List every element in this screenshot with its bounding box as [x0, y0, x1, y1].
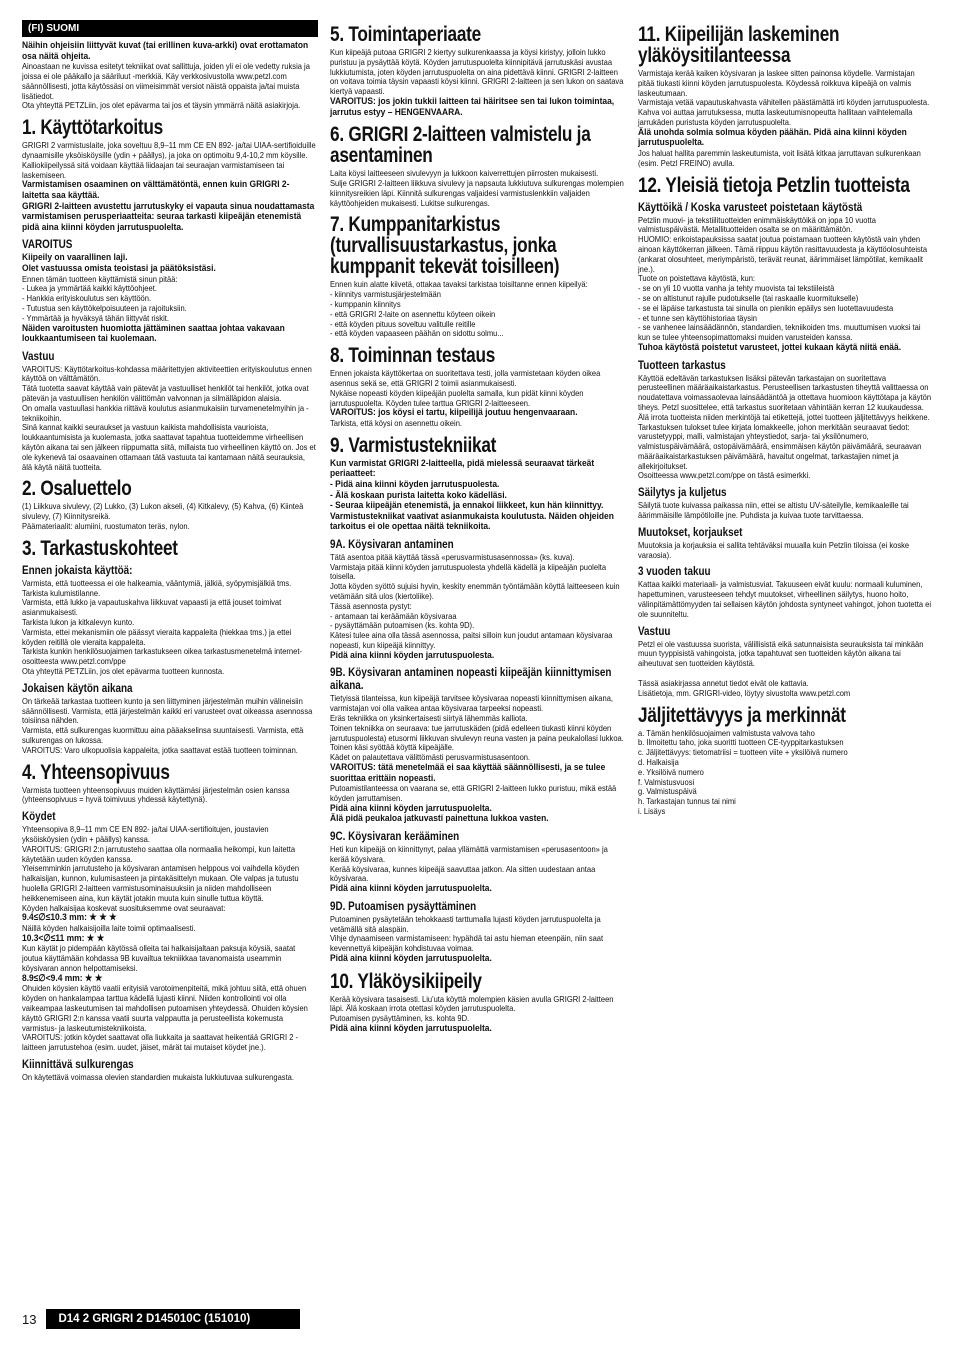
- subsection-heading: Tuotteen tarkastus: [638, 359, 726, 372]
- body-text: Eräs tekniikka on yksinkertaisesti siirtyä lähemmäs kalliota.: [330, 713, 528, 724]
- body-text: Ennen jokaista käyttökertaa on suoritettava testi, jolla varmistetaan köyden oikea asennus sekä se, että GRIGRI 2 toimii asianmukaisesti.: [330, 368, 601, 388]
- body-text: On käytettävä voimassa olevien standardien mukaista lukkiutuvaa sulkurengasta.: [22, 1071, 294, 1082]
- body-text: Köyden halkaisijaa koskevat suosituksemme ovat seuraavat:: [22, 902, 226, 913]
- body-text: Kun kiipeäjä putoaa GRIGRI 2 kiertyy sulkurenkaassa ja köysi kiristyy, jolloin lukko puristuu ja pysäyttää köytä. Köyden jarrutuspuolelta kiinnipitävä jarrutuskäsi avustaa lukkiutumista, joten köyden jarrutuspuolelta on aina pidettävä kiinni. GRIGRI 2-laitteen on voitava toimia täysin vapaasti köysi kiinni. GRIGRI 2-laitteen ja sen lukon on saatava kiertyä vapaasti.: [330, 47, 624, 97]
- body-text: Käyttöä edeltävän tarkastuksen lisäksi pätevän tarkastajan on suoritettava perusteellinen määräaikaistarkastus. Perusteellisen tarkastusten tiheyttä valittaessa on noudatettava voimassaolevaa lainsäädäntöä ja ottettava huomioon käyttötapa ja käytön tiheys. Petzl suosittelee, että tarkastus suoritetaan vähintään kerran 12 kuukaudessa.: [638, 372, 932, 412]
- bold-text: Pidä aina kiinni köyden jarrutuspuolelta.: [330, 883, 492, 895]
- section-heading: 6. GRIGRI 2-laitteen valmistelu ja asentaminen: [330, 123, 591, 168]
- body-text: VAROITUS: jotkin köydet saattavat olla liukkaita ja saattavat heikentää GRIGRI 2 -laitteen jarrutustehoa (esim. uudet, jäiset, märät tai mutaiset köydet jne.).: [22, 1032, 299, 1053]
- subsection-heading: 9A. Köysivaran antaminen: [330, 538, 454, 551]
- section-heading: 5. Toimintaperiaate: [330, 23, 481, 46]
- body-text: Petzl ei ole vastuussa suorista, välillisistä eikä satunnaisista seurauksista tai minkään muun tyyppisistä vahingoista, jotka tapahtuvat sen tuotteiden käytön aikana tai aiheutuvat sen tuotteiden käytöstä.: [638, 638, 924, 669]
- subsection-heading: Köydet: [22, 811, 56, 824]
- subsection-heading: 9C. Köysivaran kerääminen: [330, 830, 460, 843]
- body-text: Lisätietoja, mm. GRIGRI-video, löytyy sivustolta www.petzl.com: [638, 687, 851, 698]
- body-text: Varmista tuotteen yhteensopivuus muiden käyttämäsi järjestelmän osien kanssa (yhteensopivuus = hyvä toimivuus yhdessä käytettynä).: [22, 784, 290, 805]
- subsection-heading: 9B. Köysivaran antaminen nopeasti kiipeäjän kiinnittymisen aikana.: [330, 667, 612, 693]
- bold-text: VAROITUS: jos köysi ei tartu, kiipeilijä joutuu hengenvaaraan.: [330, 407, 578, 419]
- body-text: Sulje GRIGRI 2-laitteen liikkuva sivulevy ja napsauta lukkiutuva sulkurengas molempien kiinnitysreikien läpi. Kiinnitä sulkurengas valjaidesi varmistuslenkkiin valjaiden käyttöohjeiden mukaisesti. Lukitse sulkurengas.: [330, 177, 624, 208]
- body-text: On omalla vastuullasi hankkia riittävä koulutus asianmukaisiin turvamenetelmyihin ja -tekniikoihin.: [22, 402, 309, 423]
- document-reference: D14 2 GRIGRI 2 D145010C (151010): [46, 1309, 300, 1329]
- subsection-heading: Ennen jokaista käyttöä:: [22, 564, 133, 577]
- body-text: Kun käytät jo pidempään käytössä olleita tai halkaisijaltaan paksuja köysiä, saatat joutua käyttämään kohdassa 9B kuvailtua tekniikkaa tavanomaista useammin köysivaran annon helpottamiseksi.: [22, 943, 296, 973]
- subsection-heading: Vastuu: [22, 350, 55, 363]
- body-text: Varmista, että sulkurengas kuormittuu aina pääakselinsa suuntaisesti. Varmista, että sulkurengas on lukossa.: [22, 725, 304, 745]
- body-text: Ohuiden köysien käyttö vaatii erityisiä varotoimenpiteitä, mikä johtuu siitä, että ohuen köyden on hankalampaa tarttua kädellä lujasti kiinni. Niiden kontrollointi voi olla vaikeampaa laskeutumisen tai mahdollisen putoamisen yhteydessä. Ohuiden köysien käyttö GRIGRI 2:n kanssa vaatii suurta valppautta ja perusteellista kokemusta varmistus- ja laskeutumistekniikoista.: [22, 983, 308, 1033]
- body-text: Varmistaja vetää vapautuskahvasta vähitellen päästämättä irti köyden jarrutuspuolesta. Kahva voi auttaa jarrutuksessa, mutta laskeutumisnopeutta hallitaan vaihtelemalla jarrukäden puristusta köyden jarrutuspuolelta.: [638, 97, 930, 127]
- bold-text: Pidä aina kiinni köyden jarrutuspuolelta.: [330, 952, 492, 964]
- section-heading: 2. Osaluettelo: [22, 477, 132, 501]
- section-heading: 8. Toiminnan testaus: [330, 344, 496, 368]
- bold-text: Olet vastuussa omista teoistasi ja päätöksistäsi.: [22, 262, 216, 274]
- section-heading: 1. Käyttötarkoitus: [22, 116, 164, 140]
- body-text: Varmista, ettei mekanismiin ole päässyt vieraita kappaleita (hiekkaa tms.) ja ettei köyden reitillä ole vieraita kappaleita.: [22, 626, 292, 647]
- column-3: [638, 18, 934, 817]
- bold-text: Älä unohda solmia solmua köyden päähän. Pidä aina kiinni köyden jarrutuspuolelta.: [638, 126, 907, 149]
- body-text: Ota yhteyttä PETZLiin, jos olet epävarma tai jos et täysin ymmärrä näitä asiakirjoja.: [22, 100, 301, 111]
- body-text: Yhteensopiva 8,9–11 mm CE EN 892- ja/tai UIAA-sertifioitujen, joustavien yksöisköysien (ydin + päällys) kanssa.: [22, 824, 269, 844]
- bold-text: Näiden varoitusten huomiotta jättäminen saattaa johtaa vakavaan loukkaantumiseen tai kuolemaan.: [22, 322, 285, 345]
- page-footer: [22, 1308, 300, 1330]
- body-text: Tarkista kunkin henkilösuojaimen tarkastukseen oikea tarkastusmenetelmä internet-osoitteesta www.petzl.com/ppe: [22, 646, 302, 667]
- subsection-heading: 3 vuoden takuu: [638, 566, 711, 579]
- body-text: Muutoksia ja korjauksia ei sallita tehtäväksi muualla kuin Petzlin tiloissa (ei koske varaosia).: [638, 539, 910, 560]
- bold-text: Varmistustekniikat vaativat asianmukaista koulutusta. Näiden ohjeiden tarkoitus ei ole opettaa näitä tekniikoita.: [330, 510, 614, 533]
- body-text: Heti kun kiipeäjä on kiinnittynyt, palaa yllämättä varmistamisen «perusasentoon» ja kerää köysivara.: [330, 843, 608, 864]
- body-text: a. Tämän henkilösuojaimen valmistusta valvova taho b. Ilmoitettu taho, joka suoritti tuotteen CE-tyyppitarkastuksen c. Jäljitettävyys: tietomatriisi = tuotteen viite + yksilöivä numero d. Halkaisija e. Yksilöivä numero f. Valmistusvuosi g. Valmistuspäivä h. Tarkastajan tunnus tai nimi i. Lisäys: [638, 727, 848, 817]
- body-text: Petzlin muovi- ja tekstiilituotteiden enimmäiskäyttöikä on jopa 10 vuotta valmistuspäivästä. Metallituotteiden osalta se on määrittämätön.: [638, 214, 876, 235]
- body-text: Ainoastaan ne kuvissa esitetyt tekniikat ovat sallittuja, joiden yli ei ole vedetty ruksia ja joissa ei ole pääkallo ja sääriluut -merkkiä. Käy verkkosivustolla www.petzl.com säännöllisesti, jotta käytössäsi on viimeisimmät versiot näistä oppaista ja/tai muista lisätiedot.: [22, 61, 310, 101]
- body-text: Putoamisen pysäyttäminen, ks. kohta 9D.: [330, 1013, 470, 1024]
- body-text: Ennen tämän tuotteen käyttämistä sinun pitää: - Lukea ja ymmärtää kaikki käyttöohjeet. - Hankkia erityiskoulutus sen käyttöön. - Tutustua sen käyttökelpoisuuteen ja rajoituksiin. - Ymmärtää ja hyväksyä tähän liittyvät riskit.: [22, 273, 187, 323]
- subsection-heading: Vastuu: [638, 625, 671, 638]
- section-heading: 11. Kiipeilijän laskeminen yläköysitilanteessa: [638, 23, 840, 67]
- body-text: Vihje dynaamiseen varmistamiseen: hypähdä tai astu hieman eteenpäin, niin saat kevennettyä kiipeäjän kohdistuvaa voimaa.: [330, 933, 604, 954]
- section-heading: 12. Yleisiä tietoja Petzlin tuotteista: [638, 173, 910, 197]
- body-text: Tätä asentoa pitää käyttää tässä «perusvarmistusasennossa» (ks. kuva).: [330, 551, 575, 562]
- body-text: Älä irrota tuotteista niiden merkintöjä tai etikettejä, jottei tuotteen jäljitettävyys heikkene. Tarkastuksen tulokset tulee kirjata lomakkeelle, johon merkitään seuraavat tiedot: varustetyyppi, malli, valmistajan yhteystiedot, sarja- tai yksilönumero, valmistuspäivämäärä, ostopäivämäärä, ensimmäisen käytön päivämäärä, seuraavan määräaikaistarkastuksen päivämäärä, havaitut ongelmat, tarkastajien nimet ja allekirjoitukset.: [638, 411, 930, 471]
- bold-text: Pidä aina kiinni köyden jarrutuspuolesta.: [330, 649, 495, 661]
- bold-text: 8.9≤∅<9.4 mm: ★ ★: [22, 972, 103, 984]
- body-text: Tuote on poistettava käytöstä, kun: - se on yli 10 vuotta vanha ja tehty muovista tai tekstiileistä - se on altistunut rajulle pudotukselle (tai raskaalle kuormitukselle) - se ei läpäise tarkastusta tai sinulla on pienikin epäilys sen luotettavuudesta - et tunne sen käyttöhistoriaa täysin - se vanhenee lainsäädännön, standardien, tekniikoiden tms. muuttumisen vuoksi tai kun se tulee yhteensopimattomaksi muiden varusteiden kanssa.: [638, 273, 921, 343]
- section-heading: Jäljitettävyys ja merkinnät: [638, 703, 846, 727]
- body-text: VAROITUS: GRIGRI 2:n jarrutusteho saattaa olla normaalia heikompi, kun laitetta käytetään uuden köyden kanssa.: [22, 843, 296, 864]
- body-text: Varmistaja pitää kiinni köyden jarrutuspuolesta yhdellä kädellä ja kiipeäjän puolelta toisella.: [330, 561, 607, 582]
- subsection-heading: Säilytys ja kuljetus: [638, 487, 727, 500]
- subsection-heading: Kiinnittävä sulkurengas: [22, 1058, 134, 1071]
- bold-text: VAROITUS: jos jokin tukkii laitteen tai häiritsee sen tai lukon toimintaa, jarrutus estyy – HENGENVAARA.: [330, 95, 615, 118]
- body-text: (1) Liikkuva sivulevy, (2) Lukko, (3) Lukon akseli, (4) Kitkalevy, (5) Kahva, (6) Kiinteä sivulevy, (7) Kiinnitysreikä.: [22, 501, 304, 522]
- body-text: Kalliokiipeilyssä sitä voidaan käyttää liidaajan tai seuraajan varmistamiseen tai laskemiseen.: [22, 159, 285, 180]
- section-heading: 7. Kumppanitarkistus (turvallisuustarkastus, jonka kumppanit tekevät toisilleen): [330, 213, 560, 279]
- body-text: Varmistaja kerää kaiken köysivaran ja laskee sitten painonsa köydelle. Varmistajan pitää tiukasti kiinni köyden jarrutuspuolesta. Köydessä roikkuva kiipeäjä on valmis laskeutumaan.: [638, 68, 915, 98]
- section-heading: 9. Varmistustekniikat: [330, 433, 497, 457]
- section-heading: 4. Yhteensopivuus: [22, 760, 170, 784]
- body-text: On tärkeää tarkastaa tuotteen kunto ja sen liittyminen järjestelmän muihin välineisiin säännöllisesti. Varmista, että järjestelmän kaikki eri varusteet ovat oikeassa asennossa toisiinsa nähden.: [22, 695, 313, 726]
- body-text: Yleisemminkin jarrutusteho ja köysivaran antamisen helppous voi vaihdella köyden halkaisijan, kunnon, kulumisasteen ja pintakäsittelyn mukaan. Ole valpas ja tutustu huolella GRIGRI 2-laitteen varmistusominaisuuksiin ja niiden mahdolliseen heikkenemiseen aina, kun käytät jotakin muuta kuin sinulle tuttua köyttä.: [22, 863, 300, 903]
- body-text: Tietyissä tilanteissa, kun kiipeäjä tarvitsee köysivaraa nopeasti kiinnittymisen aikana, varmistajan voi olla vaikea antaa köysivaraa tarpeeksi nopeasti.: [330, 693, 614, 714]
- body-text: Kerää köysivaraa, kunnes kiipeäjä saavuttaa jatkon. Ala sitten uudestaan antaa köysivaraa.: [330, 863, 596, 884]
- body-text: Säilytä tuote kuivassa paikassa niin, ettei se altistu UV-säteilylle, kemikaaleille tai äärimmäisille lämpötiloille jne. Puhdista ja kuivaa tuote tarvittaessa.: [638, 500, 909, 521]
- body-text: Tässä asiakirjassa annetut tiedot eivät ole kattavia.: [638, 678, 809, 689]
- body-text: Kädet on palautettava välittömästi perusvarmistusasentoon.: [330, 752, 531, 763]
- subsection-heading: 9D. Putoamisen pysäyttäminen: [330, 900, 477, 913]
- body-text: Varmista, että lukko ja vapautuskahva liikkuvat vapaasti ja että jouset toimivat asianmukaisesti.: [22, 597, 282, 618]
- column-1: [22, 18, 318, 1083]
- body-text: Toinen käsi syöttää köyttä kiipeäjälle.: [330, 742, 455, 753]
- bold-text: VAROITUS: tätä menetelmää ei saa käyttää säännöllisesti, ja se tulee suorittaa erittäin nopeasti.: [330, 762, 606, 784]
- body-text: Varmista, että tuotteessa ei ole halkeamia, vääntymiä, jälkiä, syöpymisjälkiä tms. Tarkista kulumistilanne.: [22, 577, 292, 598]
- bold-text: - Pidä aina kiinni köyden jarrutuspuolesta.: [330, 478, 500, 490]
- body-text: Ota yhteyttä PETZLiin, jos olet epävarma tuotteen kunnosta.: [22, 666, 225, 677]
- body-text: Toinen tekniikka on seuraava: tue jarrutuskäden (pidä edelleen tiukasti kiinni köyden jarrutuspuolesta) etusormi liikkuvan sivulevyn reuna vasten ja paina peukalollasi lukkoa.: [330, 722, 624, 743]
- body-text: Laita köysi laitteeseen sivulevyyn ja lukkoon kaiverrettujen piirrosten mukaisesti.: [330, 168, 599, 179]
- bold-text: Varmistamisen osaaminen on välttämätöntä, ennen kuin GRIGRI 2-laitetta saa käyttää.: [22, 179, 290, 201]
- body-text: GRIGRI 2 varmistuslaite, joka soveltuu 8,9–11 mm CE EN 892- ja/tai UIAA-sertifioiduille dynaamisille yksöisköysille (ydin + päällys), ja joka on optimoitu 9,4-10,2 mm köysille.: [22, 140, 316, 160]
- body-text: Tässä asennosta pystyt: - antamaan tai keräämään köysivaraa - pysäyttämään putoamisen (ks. kohta 9D).: [330, 600, 475, 631]
- body-text: Jotta köyden syöttö sujuisi hyvin, keskity enemmän työntämään köyttä laitteeseen kuin vetämään sitä ulos (kiertoliike).: [330, 581, 620, 602]
- column-2: [330, 18, 626, 1035]
- bold-text: Älä pidä peukaloa jatkuvasti painettuna lukkoa vasten.: [330, 813, 549, 825]
- bold-text: Näihin ohjeisiin liittyvät kuvat (tai erillinen kuva-arkki) ovat erottamaton osa näitä ohjeita.: [22, 40, 309, 62]
- body-text: Osoitteessa www.petzl.com/ppe on tästä esimerkki.: [638, 470, 811, 481]
- body-text: VAROITUS: Varo ulkopuolisia kappaleita, jotka saattavat estää tuotteen toiminnan.: [22, 744, 298, 755]
- bold-text: 10.3<∅≤11 mm: ★ ★: [22, 932, 105, 944]
- body-text: Putoaminen pysäytetään tehokkaasti tarttumalla lujasti köyden jarrutuspuolelta ja vetämällä sitä alaspäin.: [330, 913, 601, 934]
- body-text: HUOMIO: erikoistapauksissa saatat joutua poistamaan tuotteen käytöstä vain yhden ainoan käyttökerran jälkeen. Tämä riippuu käytön rasittavuudesta ja käyttöolosuhteista (ankarat olosuhteet, meriympäristö, terävät reunat, äärimmäiset lämpötilat, kemikaalit jne.).: [638, 234, 928, 274]
- body-text: Nykäise nopeasti köyden kiipeäjän puolelta samalla, kun pidät kiinni köyden jarrutuspuolelta. Köyden tulee tarttua GRIGRI 2-laitteeseen.: [330, 387, 584, 408]
- body-text: Näillä köyden halkaisijoilla laite toimii optimaalisesti.: [22, 922, 196, 933]
- bold-text: 9.4≤∅≤10.3 mm: ★ ★ ★: [22, 912, 117, 924]
- body-text: Putoamistilanteessa on vaarana se, että GRIGRI 2-laitteen lukko puristuu, mikä estää köyden jarruttamisen.: [330, 783, 617, 803]
- page-number: 13: [22, 1311, 37, 1327]
- bold-text: Kun varmistat GRIGRI 2-laitteella, pidä mielessä seuraavat tärkeät periaatteet:: [330, 457, 595, 480]
- bold-text: Pidä aina kiinni köyden jarrutuspuolelta.: [330, 1022, 492, 1034]
- subsection-heading: Käyttöikä / Koska varusteet poistetaan käytöstä: [638, 201, 863, 214]
- bold-text: GRIGRI 2-laitteen avustettu jarrutuskyky ei vapauta sinua noudattamasta varmistamisen perusperiaatteita: seuraa tarkasti kiipeäjän etenemistä pidä aina kiinni köyden jarrutuspuolelta.: [22, 200, 315, 233]
- body-text: Jos haluat hallita paremmin laskeutumista, voit lisätä kitkaa jarruttavan sulkurenkaan (esim. Petzl FREINO) avulla.: [638, 147, 921, 168]
- body-text: Kattaa kaikki materiaali- ja valmistusviat. Takuuseen eivät kuulu: normaali kuluminen, hapettuminen, varusteeseen tehdyt muutokset, virheellinen säilytys, huono hoito, välinpitämättömyyden tai sellaisen käytön johdosta syntyneet vahingot, johon tuotetta ei ole suunniteltu.: [638, 579, 932, 619]
- bold-text: - Seuraa kiipeäjän etenemistä, ja ennakoi liikkeet, kun hän kiinnittyy.: [330, 500, 604, 512]
- manual-page: [22, 18, 932, 1308]
- subsection-heading: Jokaisen käytön aikana: [22, 682, 133, 695]
- body-text: Ennen kuin alatte kiivetä, ottakaa tavaksi tarkistaa toisiltanne ennen kiipeilyä: - kiinnitys varmistusjärjestelmään - kumppanin kiinnitys - että GRIGRI 2-laite on asennettu köyteen oikein - että köyden pituus soveltuu valitulle reitille - että köyden vapaaseen päähän on sidottu solmu...: [330, 279, 588, 339]
- body-text: VAROITUS: Käyttötarkoitus-kohdassa määritettyjen aktiviteettien erityiskoulutus ennen käyttöä on välttämätön.: [22, 363, 312, 384]
- body-text: Tarkista lukon ja kitkalevyn kunto.: [22, 617, 135, 628]
- body-text: Päämateriaalit: alumiini, ruostumaton teräs, nylon.: [22, 521, 190, 532]
- section-heading: 3. Tarkastuskohteet: [22, 536, 178, 560]
- body-text: Tarkista, että köysi on asennettu oikein.: [330, 417, 462, 428]
- subsection-heading: Muutokset, korjaukset: [638, 526, 743, 539]
- bold-text: Pidä aina kiinni köyden jarrutuspuolelta.: [330, 802, 492, 814]
- bold-text: Tuhoa käytöstä poistetut varusteet, jottei kukaan käytä niitä enää.: [638, 341, 902, 353]
- bold-text: - Älä koskaan purista laitetta koko kädelläsi.: [330, 489, 507, 501]
- body-text: Sinä kannat kaikki seuraukset ja vastuun kaikista mahdollisista vaurioista, loukkaantumisista ja kuolemasta, jotka saattavat tapahtua tuotteidemme virheellisen käytön aikana tai sen jälkeen riippumatta siitä, millaista tuo virheellinen käyttö on. Jos et ole kykenevä tai osaavainen ottamaan tätä vastuuta tai kantamaan näitä seurauksia, älä käytä näitä tuotteita.: [22, 422, 316, 472]
- body-text: Tätä tuotetta saavat käyttää vain pätevät ja vastuulliset henkilöt tai henkilöt, jotka ovat pätevän ja vastuullisen henkilön välittömän valvonnan ja silmälläpidon alaisia.: [22, 383, 309, 404]
- subsection-heading: VAROITUS: [22, 239, 73, 252]
- bold-text: Kiipeily on vaarallinen laji.: [22, 252, 128, 264]
- language-tag: (FI) SUOMI: [22, 20, 318, 37]
- body-text: Kerää köysivara tasaisesti. Liu'uta köyttä molempien käsien avulla GRIGRI 2-laitteen läpi. Älä koskaan irrota otettasi köyden jarrutuspuolelta.: [330, 993, 614, 1014]
- section-heading: 10. Yläköysikiipeily: [330, 969, 482, 993]
- body-text: Kätesi tulee aina olla tässä asennossa, paitsi silloin kun joudut antamaan köysivaraa nopeasti, kun kiipeäjä kiinnittyy.: [330, 630, 613, 651]
